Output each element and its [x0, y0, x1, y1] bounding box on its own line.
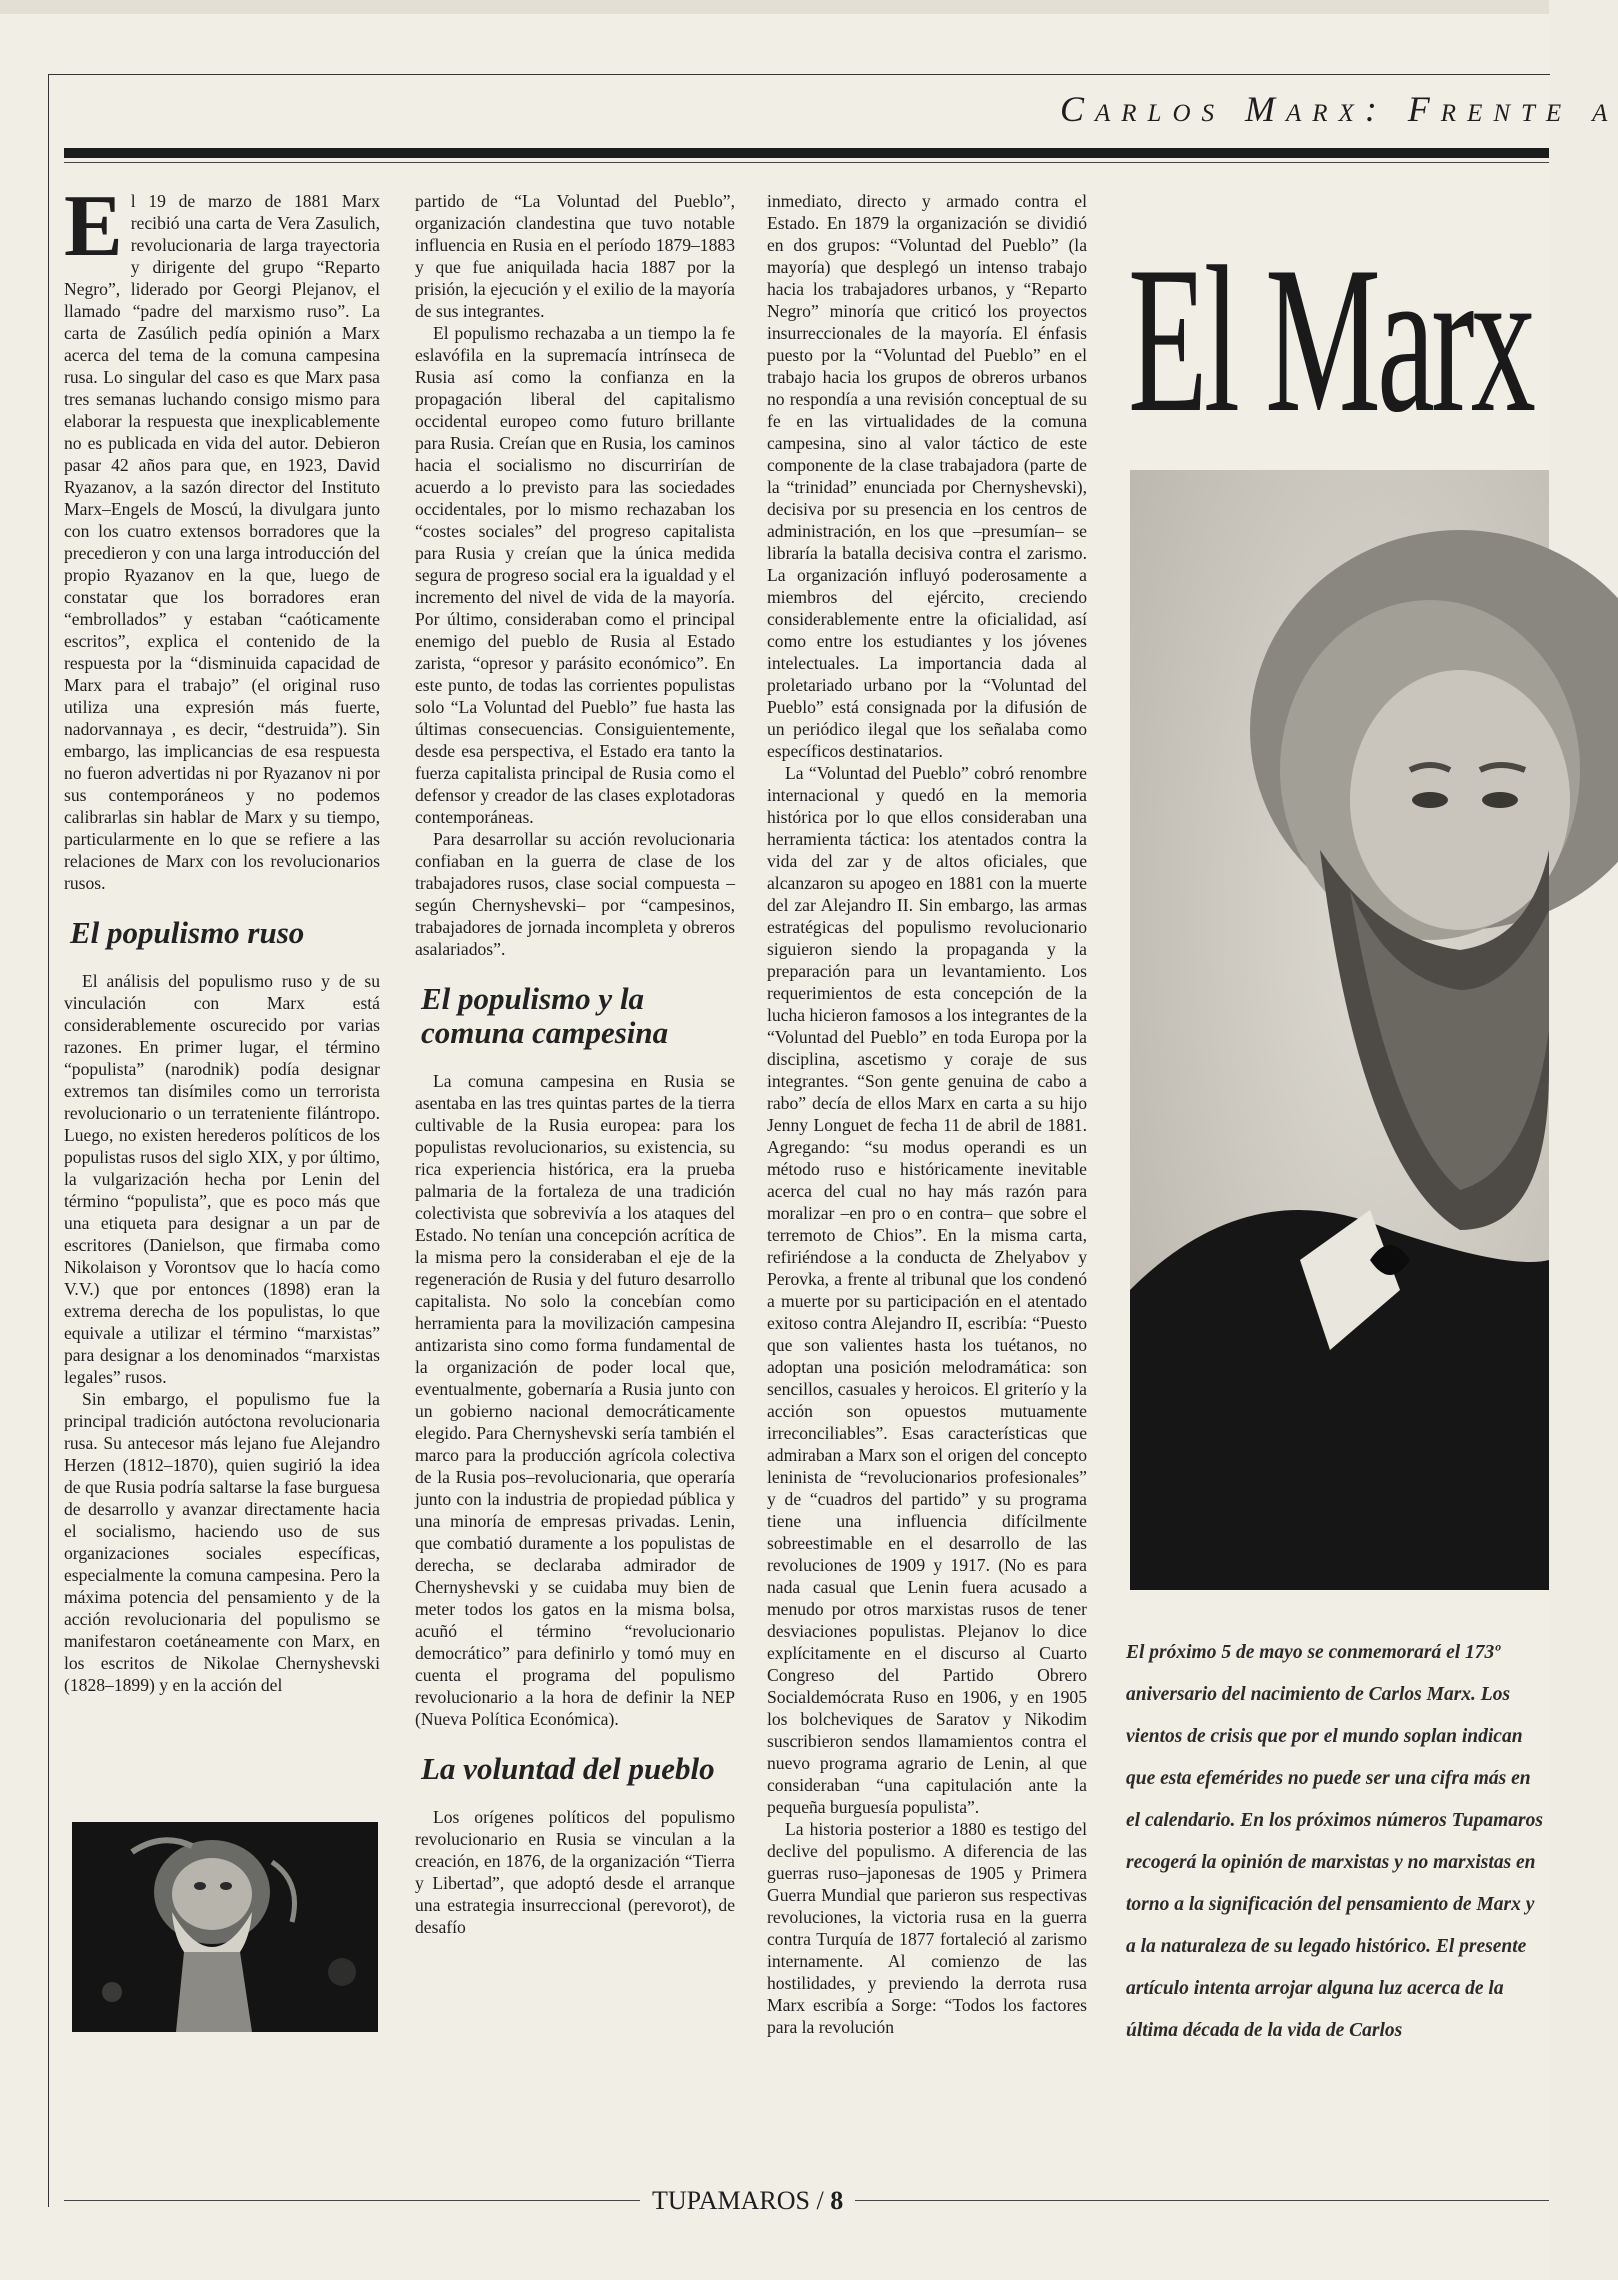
drop-cap: E [64, 178, 123, 275]
section-header: Carlos Marx: Frente a [1060, 89, 1618, 129]
page-number: 8 [830, 2186, 844, 2215]
publication-name: TUPAMAROS [652, 2186, 810, 2215]
footer-separator: / [816, 2186, 824, 2215]
paragraph: La “Voluntad del Pueblo” cobró renombre internacional y quedó en la memoria histórica por lo que ellos consideraban una herramienta táctica: los atentados contra la vida del zar y de altos oficiales, que alcanzaron su apogeo en 1881 con la muerte del zar Alejandro II. Sin embargo, las armas estratégicas del populismo revolucionario siguieron siendo la propaganda y la preparación para un levantamiento. Los requerimientos de esta concepción de la lucha hicieron famosos a los integrantes de la “Voluntad del Pueblo” en toda Europa por la disciplina, ascetismo y coraje de sus integrantes. “Son gente genuina de cabo a rabo” decía de ellos Marx en carta a su hijo Jenny Longuet de fecha 11 de abril de 1881. Agregando: “su modus operandi es un método ruso e históricamente inevitable acerca del cual no hay más razón para moralizar –en pro o en contra– que sobre el terremoto de Chios”. En la misma carta, refiriéndose a la conducta de Zhelyabov y Perovka, a frente al tribunal que los condenó a muerte por su participación en el atentado exitoso contra Alejandro II, escribía: “Puesto que son valientes hasta los tuétanos, no adoptan una posición melodramática: son sencillos, casuales y heroicos. El griterío y la acción son opuestos mutuamente irreconciliables”. Esas características que admiraban a Marx son el origen del concepto leninista de “revolucionarios profesionales” y de “cuadros del partido” y su programa tiene una influencia difícilmente sobreestimable en el desarrollo de las revoluciones de 1909 y 1917. (No es para nada casual que Lenin fuera acusado a menudo por otros marxistas rusos de tener desviaciones populistas. Plejanov lo dice explícitamente en el discurso al Cuarto Congreso del Partido Obrero Socialdemócrata Ruso en 1906, y en 1905 los bolcheviques de Saratov y Nikodim suscribieron sendos llamamientos contra el nuevo programa agrario de Lenin, al que consideraban “una capitulación ante la pequeña burguesía populista”. [767, 763, 1088, 1817]
subheading: El populismo ruso [70, 915, 305, 950]
headline: El Marx [1128, 224, 1533, 456]
paragraph: La historia posterior a 1880 es testigo del declive del populismo. A diferencia de las guerras ruso–japonesas de 1905 y Primera Guerra Mundial que parieron sus respectivas revoluciones, la victoria rusa en la guerra contra Turquía de 1877 fortaleció al zarismo internamente. Al comienzo de las hostilidades, y previendo la derrota rusa Marx escribía a Sorge: “Todos los factores para la revolución [767, 1819, 1087, 2037]
header-rule [64, 148, 1549, 158]
paragraph: La comuna campesina en Rusia se asentaba en las tres quintas partes de la tierra cultivable de la Rusia europea: para los populistas revolucionarios, su existencia, su rica experiencia histórica, era la prueba palmaria de la fortaleza de una tradición colectivista que sobrevivía a los ataques del Estado. No tenían una concepción acrítica de la misma pero la consideraban el eje de la regeneración de Rusia y del futuro desarrollo capitalista. No solo la concebían como herramienta para la movilización campesina antizarista sino como forma fundamental de la organización de poder local que, eventualmente, gobernaría a Rusia junto con un gobierno nacional democráticamente elegido. Para Chernyshevski sería también el marco para la producción agrícola colectiva de la Rusia pos–revolucionaria, que operaría junto con la industria de propiedad pública y una minoría de empresas privadas. Lenin, que combatió duramente a los populistas de derecha, se declaraba admirador de Chernyshevski y se cuidaba muy bien de meter todos los gatos en la misma bolsa, acuñó el término “revolucionario democrático” para definirlo y tomó muy en cuenta el programa del populismo revolucionario a la hora de definir la NEP (Nueva Política Económica). [415, 1071, 735, 1729]
paragraph [64, 178, 380, 894]
paragraph: Para desarrollar su acción revolucionaria confiaban en la guerra de clase de los trabajadores rusos, clase social compuesta –según Chernyshevski– por “campesinos, trabajadores de jornada incompleta y obreros asalariados”. [415, 829, 735, 959]
marx-portrait [1130, 470, 1549, 1590]
article-column-3 [767, 190, 1087, 2170]
page-footer [640, 2186, 855, 2216]
paragraph: Los orígenes políticos del populismo revolucionario en Rusia se vinculan a la creación, en 1876, de la organización “Tierra y Libertad”, que adoptó desde el arranque una estrategia insurreccional (perevorot), de desafío [415, 1807, 735, 1937]
paper-edge [0, 0, 1549, 14]
photo-caption: El próximo 5 de mayo se conmemorará el 173º aniversario del nacimiento de Carlos Marx. Los vientos de crisis que por el mundo soplan indican que esta efemérides no puede ser una cifra más en el calendario. En los próximos números Tupamaros recogerá la opinión de marxistas y no marxistas en torno a la significación del pensamiento de Marx y a la naturaleza de su legado histórico. El presente artículo intenta arrojar alguna luz acerca de la última década de la vida de Carlos [1126, 1642, 1543, 2041]
subheading: La voluntad del pueblo [421, 1751, 715, 1786]
illustration-graphic [72, 1822, 378, 2032]
paragraph: El populismo rechazaba a un tiempo la fe eslavófila en la supremacía intrínseca de Rusia así como la confianza en la propagación liberal del capitalismo occidental europeo como futuro brillante para Rusia. Creían que en Rusia, los caminos hacia el socialismo no discurrirían de acuerdo a lo previsto para las sociedades occidentales, por lo mismo rechazaban los “costes sociales” del progreso capitalista para Rusia y creían que la única medida segura de progreso social era la igualdad y el incremento del nivel de vida de la mayoría. Por último, consideraban como el principal enemigo del pueblo de Rusia al Estado zarista, “opresor y parásito económico”. En este punto, de todas las corrientes populistas solo “La Voluntad del Pueblo” fue hasta las últimas consecuencias. Consiguientemente, desde esa perspectiva, el Estado era tanto la fuerza capitalista principal de Rusia como el defensor y creador de las clases explotadoras contemporáneas. [415, 323, 735, 827]
paragraph: inmediato, directo y armado contra el Estado. En 1879 la organización se dividió en dos grupos: “Voluntad del Pueblo” (la mayoría) que desplegó un intenso trabajo hacia los trabajadores urbanos, y “Reparto Negro” minoría que criticó los proyectos insurreccionales de la mayoría. El énfasis puesto por la “Voluntad del Pueblo” en el trabajo hacia los grupos de obreros urbanos no respondía a una revisión conceptual de su fe en las virtualidades de la comuna campesina, sino al valor táctico de este componente de la clase trabajadora (parte de la “trinidad” enunciada por Chernyshevski), decisiva por su presencia en los centros de administración, en los que –presumían– se libraría la batalla decisiva contra el zarismo. La organización influyó poderosamente a miembros del ejército, creciendo considerablemente entre la oficialidad, así como entre los estudiantes y los jóvenes intelectuales. La importancia dada al proletariado urbano por la “Voluntad del Pueblo” está consignada por la difusión de un periódico ilegal que los señalaba como específicos destinatarios. [767, 191, 1087, 761]
subheading: El populismo y la comuna campesina [421, 981, 669, 1050]
paragraph: El análisis del populismo ruso y de su vinculación con Marx está considerablemente oscurecido por varias razones. En primer lugar, el término “populista” (narodnik) podía designar extremos tan disímiles como un terrorista revolucionario o un terrateniente filántropo. Luego, no existen herederos políticos de los populistas rusos del siglo XIX, y por último, la vulgarización hecha por Lenin del término “populista”, que es poco más que una etiqueta para designar a un par de escritores (Danielson, que firmaba como Nikolaison y Vorontsov que lo hacía como V.V.) que por entonces (1898) eran la extrema derecha de los populistas, lo que equivale a utilizar el término “marxistas” para designar a los denominados “marxistas legales” rusos. [64, 971, 380, 1387]
portrait-graphic [1130, 470, 1549, 1590]
paragraph-text: l 19 de marzo de 1881 Marx recibió una carta de Vera Zasulich, revolucionaria de larga trayectoria y dirigente del grupo “Reparto Negro”, liderado por Georgi Plejanov, el llamado “padre del marxismo ruso”. La carta de Zasúlich pedía opinión a Marx acerca del tema de la comuna campesina rusa. Lo singular del caso es que Marx pasa tres semanas luchando consigo mismo para elaborar la respuesta que inexplicablemente no es publicada en vida del autor. Debieron pasar 42 años para que, en 1923, David Ryazanov, a la sazón director del Instituto Marx–Engels de Moscú, la divulgara junto con los cuatro extensos borradores que la precedieron y con una larga introducción del propio Ryazanov en la que, luego de constatar que los borradores eran “embrollados” y estaban “caóticamente escritos”, explica el contenido de la respuesta por la “disminuida capacidad de Marx para el trabajo” (el original ruso utiliza una expresión más fuerte, nadorvannaya , es decir, “destruida”). Sin embargo, las implicancias de esa respuesta no fueron advertidas ni por Ryazanov ni por sus contemporáneos y no podemos calibrarlas sin hablar de Marx y su tiempo, particularmente en lo que se refiere a las relaciones de Marx con los revolucionarios rusos. [64, 191, 380, 893]
article-column-1 [64, 178, 380, 1816]
paragraph: Sin embargo, el populismo fue la principal tradición autóctona revolucionaria rusa. Su antecesor más lejano fue Alejandro Herzen (1812–1870), quien sugirió la idea de que Rusia podría saltarse la fase burguesa de desarrollo y avanzar directamente hacia el socialismo, haciendo uso de sus organizaciones sociales específicas, especialmente la comuna campesina. Pero la máxima potencia del pensamiento y de la acción revolucionaria del populismo se manifestaron coetáneamente con Marx, en los escritos de Nikolae Chernyshevski (1828–1899) y en la acción del [64, 1389, 380, 1695]
header-rule-thin [64, 162, 1549, 163]
article-column-2 [415, 190, 735, 2178]
illustration-photo [72, 1822, 378, 2032]
paragraph: partido de “La Voluntad del Pueblo”, organización clandestina que tuvo notable influencia en Rusia en el período 1879–1883 y que fue aniquilada hacia 1887 por la prisión, la ejecución y el exilio de la mayoría de sus integrantes. [415, 191, 735, 321]
